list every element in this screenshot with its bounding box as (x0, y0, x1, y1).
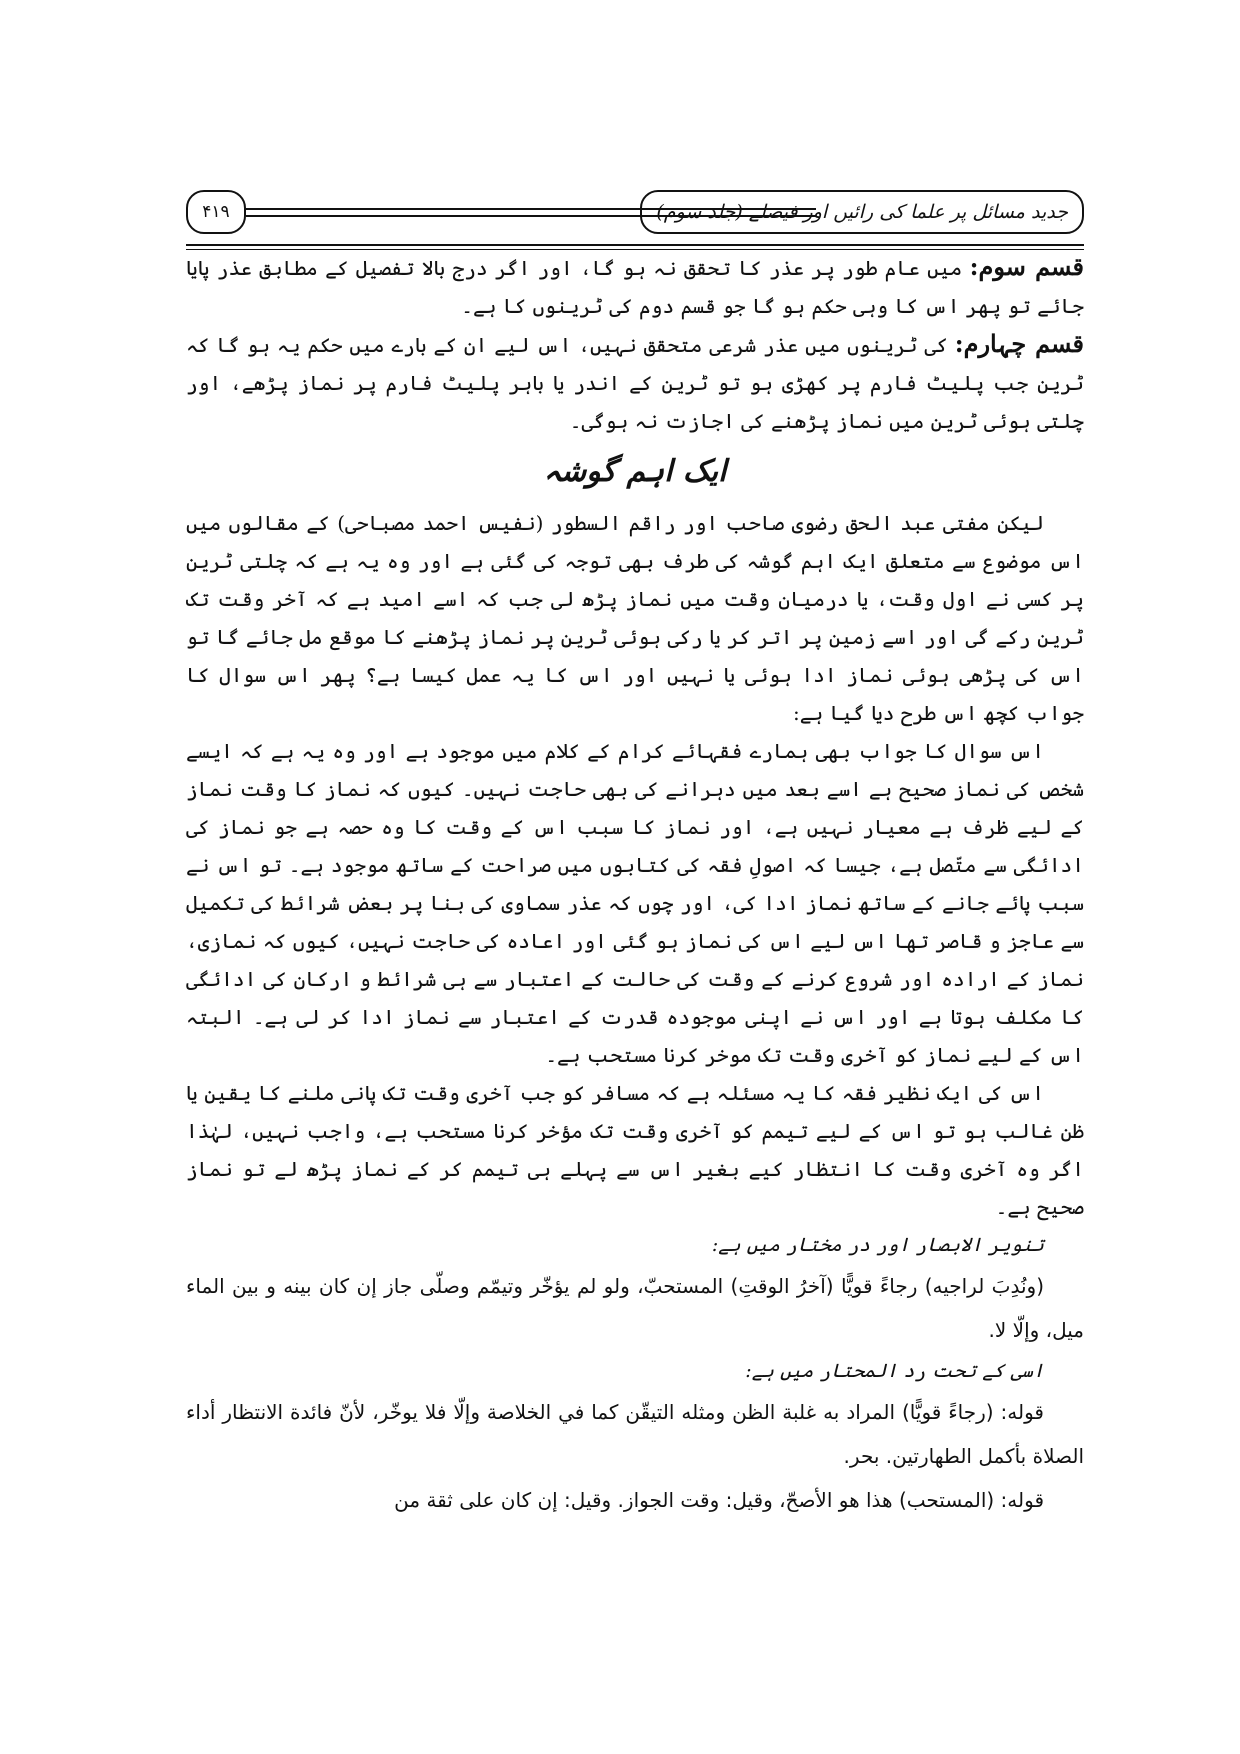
paragraph-qism-chaharum (186, 325, 1084, 440)
paragraph: لیکن مفتی عبد الحق رضوی صاحب اور راقم السطور (نفیس احمد مصباحی) کے مقالوں میں اس موضوع سے متعلق ایک اہم گوشہ کی طرف بھی توجہ کی گئی ہے اور وہ یہ ہے کہ چلتی ٹرین پر کسی نے اول وقت، یا درمیان وقت میں نماز پڑھ لی جب کہ اسے امید ہے کہ آخر وقت تک ٹرین رکے گی اور اسے زمین پر اتر کر یا رکی ہوئی ٹرین پر نماز پڑھنے کا موقع مل جائے گا تو اس کی پڑھی ہوئی نماز ادا ہوئی یا نہیں اور اس کا یہ عمل کیسا ہے؟ پھر اس سوال کا جواب کچھ اس طرح دیا گیا ہے: (186, 511, 1084, 725)
running-header (186, 190, 1084, 234)
page-body (186, 248, 1084, 1522)
citation-label: اسی کے تحت رد المحتار میں ہے: (745, 1360, 1044, 1382)
paragraph-lead: قسم سوم: (969, 252, 1085, 281)
page-number: ۴۱۹ (186, 190, 246, 234)
arabic-quote: (ونُدِبَ لراجيه) رجاءً قويًّا (آخرُ الوقتِ) المستحبّ، ولو لم يؤخّر وتيمّم وصلّى جاز إن كان بينه و بين الماء ميل، وإلّا لا. (186, 1274, 1084, 1342)
paragraph-text: میں عام طور پر عذر کا تحقق نہ ہو گا، اور اگر درج بالا تفصیل کے مطابق عذر پایا جائے تو پھر اس کا وہی حکم ہو گا جو قسم دوم کی ٹرینوں کا ہے۔ (186, 256, 1084, 318)
arabic-quote: قوله: (رجاءً قويًّا) المراد به غلبة الظن ومثله التيقّن كما في الخلاصة وإلّا فلا يوخّر، لأنّ فائدة الانتظار أداء الصلاة بأكمل الطهارتين. بحر. (186, 1400, 1084, 1468)
book-title: جدید مسائل پر علما کی رائیں اور فیصلے (جلد سوم) (640, 190, 1084, 234)
citation-label: تنویر الابصار اور در مختار میں ہے: (711, 1234, 1044, 1256)
arabic-quote: قوله: (المستحب) هذا هو الأصحّ، وقيل: وقت الجواز. وقيل: إن كان على ثقة من (394, 1488, 1044, 1512)
paragraph: اس سوال کا جواب بھی ہمارے فقہائے کرام کے کلام میں موجود ہے اور وہ یہ ہے کہ ایسے شخص کی نماز صحیح ہے اسے بعد میں دہرانے کی بھی حاجت نہیں۔ کیوں کہ نماز کا وقت نماز کے لیے ظرف ہے معیار نہیں ہے، اور نماز کا سبب اس کے وقت کا وہ حصہ ہے جو نماز کی ادائگی سے متّصل ہے، جیسا کہ اصولِ فقہ کی کتابوں میں صراحت کے ساتھ موجود ہے۔ تو اس نے سبب پائے جانے کے ساتھ نماز ادا کی، اور چوں کہ عذر سماوی کی بنا پر بعض شرائط کی تکمیل سے عاجز و قاصر تھا اس لیے اس کی نماز ہو گئی اور اعادہ کی حاجت نہیں، کیوں کہ نمازی، نماز کے ارادہ اور شروع کرنے کے وقت کی حالت کے اعتبار سے ہی شرائط و ارکان کی ادائگی کا مکلف ہوتا ہے اور اس نے اپنی موجودہ قدرت کے اعتبار سے نماز ادا کر لی ہے۔ البتہ اس کے لیے نماز کو آخری وقت تک موخر کرنا مستحب ہے۔ (186, 739, 1084, 1067)
section-heading: ایک اہم گوشہ (543, 454, 727, 489)
paragraph-text: کی ٹرینوں میں عذر شرعی متحقق نہیں، اس لیے ان کے بارے میں حکم یہ ہو گا کہ ٹرین جب پلیٹ فارم پر کھڑی ہو تو ٹرین کے اندر یا باہر پلیٹ فارم پر نماز پڑھے، اور چلتی ہوئی ٹرین میں نماز پڑھنے کی اجازت نہ ہوگی۔ (186, 333, 1084, 433)
paragraph: اس کی ایک نظیر فقہ کا یہ مسئلہ ہے کہ مسافر کو جب آخری وقت تک پانی ملنے کا یقین یا ظن غالب ہو تو اس کے لیے تیمم کو آخری وقت تک مؤخر کرنا مستحب ہے، واجب نہیں، لہٰذا اگر وہ آخری وقت کا انتظار کیے بغیر اس سے پہلے ہی تیمم کر کے نماز پڑھ لے تو نماز صحیح ہے۔ (186, 1081, 1084, 1219)
paragraph-qism-soum (186, 248, 1084, 325)
paragraph-lead: قسم چہارم: (954, 329, 1085, 358)
